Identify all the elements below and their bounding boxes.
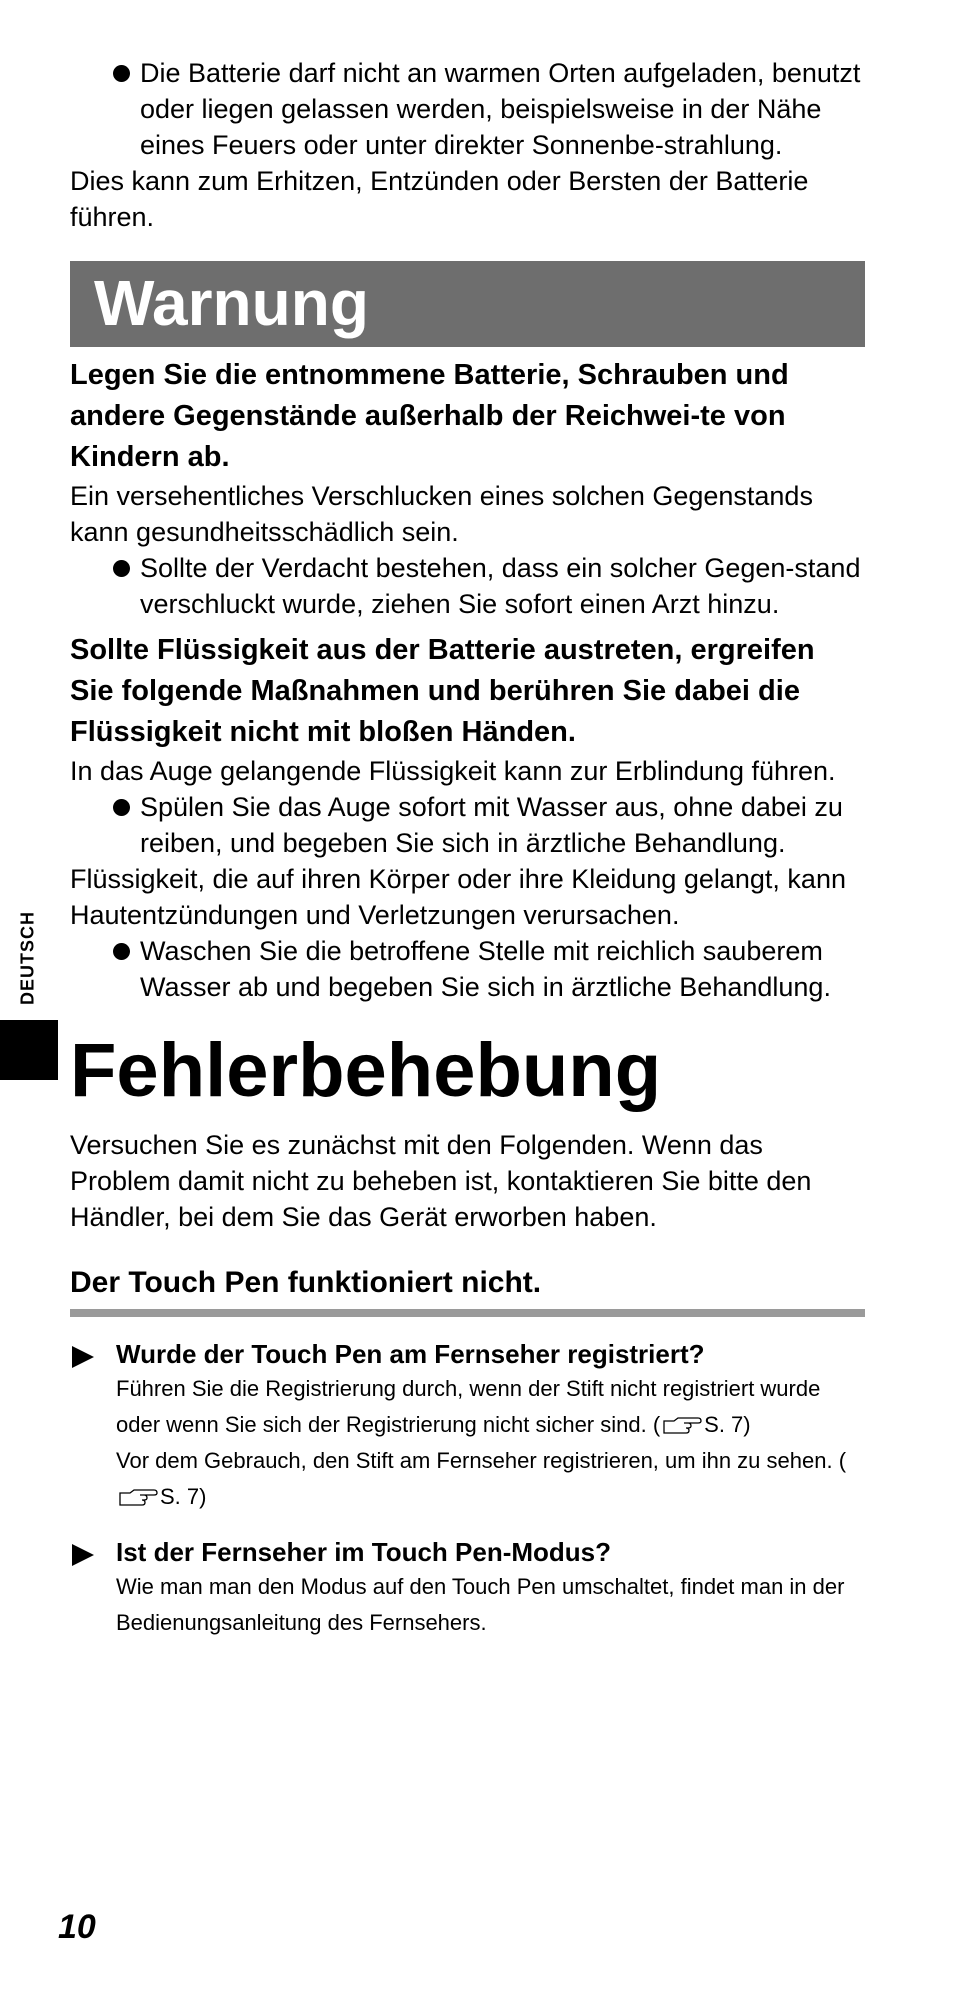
bullet-item	[70, 933, 865, 1005]
troubleshooting-item	[70, 1535, 865, 1641]
answer-text: Führen Sie die Registrierung durch, wenn der Stift nicht registriert wurde oder wenn Sie sich der Registrierung nicht sicher sind. (	[116, 1376, 821, 1437]
paragraph: Versuchen Sie es zunächst mit den Folgenden. Wenn das Problem damit nicht zu beheben ist, kontaktieren Sie bitte den Händler, bei dem Sie das Gerät erworben haben.	[70, 1130, 812, 1232]
bullet-dot-icon	[113, 65, 130, 82]
page-content	[70, 55, 865, 1641]
troubleshooting-item	[70, 1337, 865, 1515]
arrow-right-icon	[72, 1346, 94, 1368]
subsection-heading: Der Touch Pen funktioniert nicht.	[70, 1266, 542, 1299]
pointing-hand-icon	[118, 1487, 158, 1507]
paragraph: Flüssigkeit, die auf ihren Körper oder ihre Kleidung gelangt, kann Hautentzündungen und Verletzungen verursachen.	[70, 864, 846, 930]
answer-text: Vor dem Gebrauch, den Stift am Fernseher registrieren, um ihn zu sehen. (	[116, 1448, 847, 1473]
language-tab-label: DEUTSCH	[17, 910, 38, 1006]
bullet-text: Spülen Sie das Auge sofort mit Wasser aus, ohne dabei zu reiben, und begeben Sie sich in ärztliche Behandlung.	[140, 792, 843, 858]
page-reference: S. 7)	[704, 1412, 751, 1437]
question: Ist der Fernseher im Touch Pen-Modus?	[116, 1537, 612, 1567]
warning-heading: Legen Sie die entnommene Batterie, Schrauben und andere Gegenstände außerhalb der Reichwei-te von Kindern ab.	[70, 359, 789, 473]
bullet-item	[70, 789, 865, 861]
paragraph: Ein versehentliches Verschlucken eines solchen Gegenstands kann gesundheitsschädlich sein.	[70, 481, 813, 547]
bullet-item	[70, 55, 865, 163]
paragraph: In das Auge gelangende Flüssigkeit kann zur Erblindung führen.	[70, 756, 836, 786]
answer: Wie man man den Modus auf den Touch Pen umschaltet, findet man in der Bedienungsanleitung des Fernsehers.	[116, 1574, 845, 1635]
language-tab-marker	[0, 1020, 58, 1080]
pointing-hand-icon	[662, 1415, 702, 1435]
bullet-text: Die Batterie darf nicht an warmen Orten aufgeladen, benutzt oder liegen gelassen werden, beispielsweise in der Nähe eines Feuers oder unter direkter Sonnenbe-strahlung.	[140, 58, 861, 160]
bullet-dot-icon	[113, 799, 130, 816]
section-title: Fehlerbehebung	[70, 1028, 662, 1113]
page-reference: S. 7)	[160, 1484, 207, 1509]
bullet-dot-icon	[113, 560, 130, 577]
paragraph: Dies kann zum Erhitzen, Entzünden oder Bersten der Batterie führen.	[70, 166, 809, 232]
arrow-right-icon	[72, 1544, 94, 1566]
warning-heading: Sollte Flüssigkeit aus der Batterie austreten, ergreifen Sie folgende Maßnahmen und berühren Sie dabei die Flüssigkeit nicht mit bloßen Händen.	[70, 634, 815, 748]
bullet-item	[70, 550, 865, 622]
answer	[116, 1371, 865, 1515]
page-number: 10	[58, 1908, 96, 1946]
question: Wurde der Touch Pen am Fernseher registriert?	[116, 1339, 705, 1369]
divider	[70, 1309, 865, 1317]
bullet-dot-icon	[113, 943, 130, 960]
bullet-text: Sollte der Verdacht bestehen, dass ein solcher Gegen-stand verschluckt wurde, ziehen Sie sofort einen Arzt hinzu.	[140, 553, 861, 619]
warning-banner: Warnung	[70, 261, 865, 347]
language-tab	[0, 900, 58, 1080]
bullet-text: Waschen Sie die betroffene Stelle mit reichlich sauberem Wasser ab und begeben Sie sich in ärztliche Behandlung.	[140, 936, 831, 1002]
